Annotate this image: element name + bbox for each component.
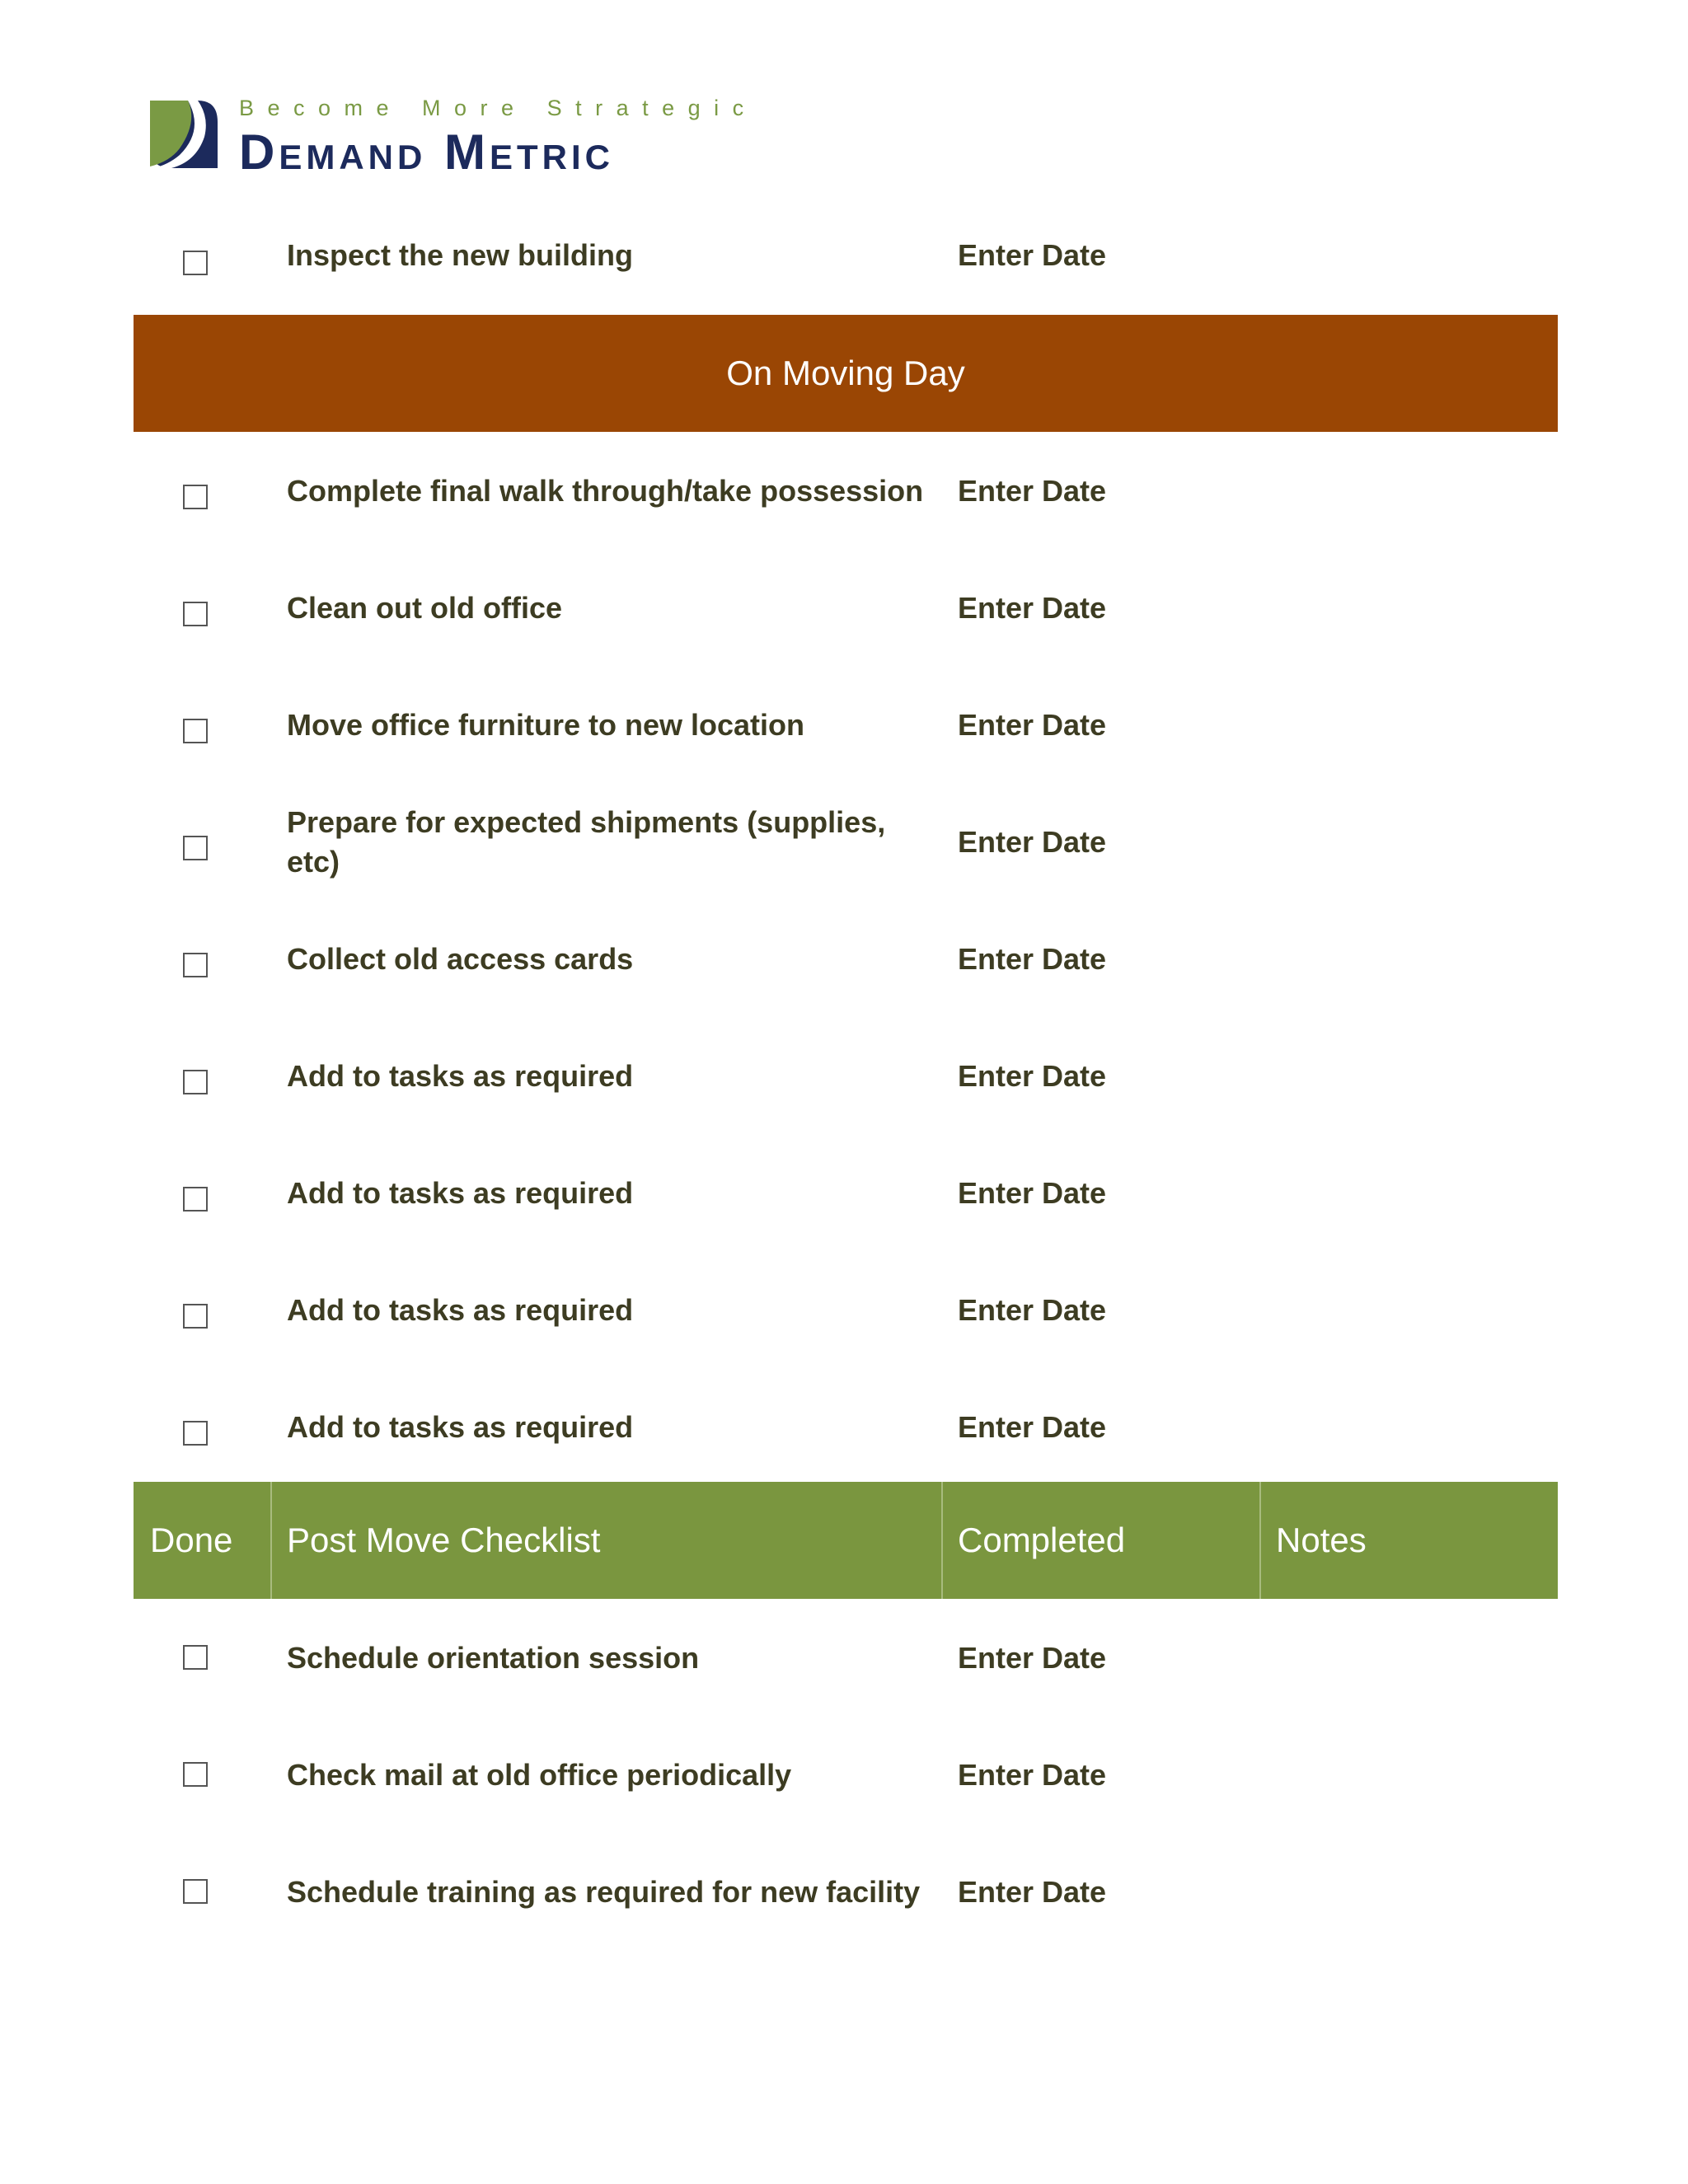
done-checkbox[interactable] [183,1304,208,1329]
done-checkbox[interactable] [183,251,208,275]
task-label: Prepare for expected shipments (supplies, etc) [287,805,886,879]
done-checkbox[interactable] [183,485,208,509]
section-header-moving-day [134,315,1558,432]
date-field[interactable]: Enter Date [958,708,1107,742]
date-field[interactable]: Enter Date [958,1293,1107,1327]
date-field[interactable]: Enter Date [958,1875,1107,1909]
done-checkbox[interactable] [183,1187,208,1212]
checklist-row [134,432,1558,549]
checklist-row [134,1599,1558,1716]
moving-checklist-table [134,211,1558,1950]
task-label: Complete final walk through/take possession [287,474,924,508]
checklist-row [134,1134,1558,1251]
demand-metric-logo-icon [147,97,221,171]
task-label: Add to tasks as required [287,1059,634,1093]
column-header-completed: Completed [958,1521,1126,1559]
logo-name: Demand Metric [239,124,614,180]
checklist-row [134,666,1558,783]
task-label: Add to tasks as required [287,1293,634,1327]
date-field[interactable]: Enter Date [958,942,1107,976]
task-label: Schedule orientation session [287,1641,700,1675]
done-checkbox[interactable] [183,1879,208,1904]
column-divider [941,1482,943,1599]
done-checkbox[interactable] [183,1762,208,1787]
section-header-post-move [134,1482,1558,1599]
date-field[interactable]: Enter Date [958,1176,1107,1210]
logo-tagline: Become More Strategic [239,96,757,120]
checklist-row [134,211,1558,315]
done-checkbox[interactable] [183,1070,208,1094]
checklist-row [134,1833,1558,1950]
done-checkbox[interactable] [183,719,208,743]
date-field[interactable]: Enter Date [958,1059,1107,1093]
date-field[interactable]: Enter Date [958,1410,1107,1444]
checklist-row [134,783,1558,900]
checklist-row [134,1368,1558,1482]
column-divider [1259,1482,1261,1599]
task-label: Schedule training as required for new facility [287,1875,921,1909]
checklist-row [134,1017,1558,1134]
task-label: Collect old access cards [287,942,634,976]
date-field[interactable]: Enter Date [958,1758,1107,1792]
checklist-row [134,1716,1558,1833]
section-title: On Moving Day [726,354,965,392]
done-checkbox[interactable] [183,953,208,977]
done-checkbox[interactable] [183,1421,208,1446]
column-divider [270,1482,272,1599]
date-field[interactable]: Enter Date [958,1641,1107,1675]
task-label: Check mail at old office periodically [287,1758,792,1792]
done-checkbox[interactable] [183,836,208,860]
demand-metric-logo [147,92,806,180]
date-field[interactable]: Enter Date [958,238,1107,272]
task-label: Move office furniture to new location [287,708,805,742]
checklist-row [134,900,1558,1017]
date-field[interactable]: Enter Date [958,591,1107,625]
column-header-notes: Notes [1276,1521,1367,1559]
date-field[interactable]: Enter Date [958,825,1107,859]
checklist-row [134,549,1558,666]
date-field[interactable]: Enter Date [958,474,1107,508]
column-header-checklist: Post Move Checklist [287,1521,601,1559]
task-label: Add to tasks as required [287,1176,634,1210]
column-header-done: Done [150,1521,233,1559]
checklist-row [134,1251,1558,1368]
done-checkbox[interactable] [183,1645,208,1670]
task-label: Add to tasks as required [287,1410,634,1444]
done-checkbox[interactable] [183,602,208,626]
task-label: Clean out old office [287,591,563,625]
task-label: Inspect the new building [287,238,634,272]
